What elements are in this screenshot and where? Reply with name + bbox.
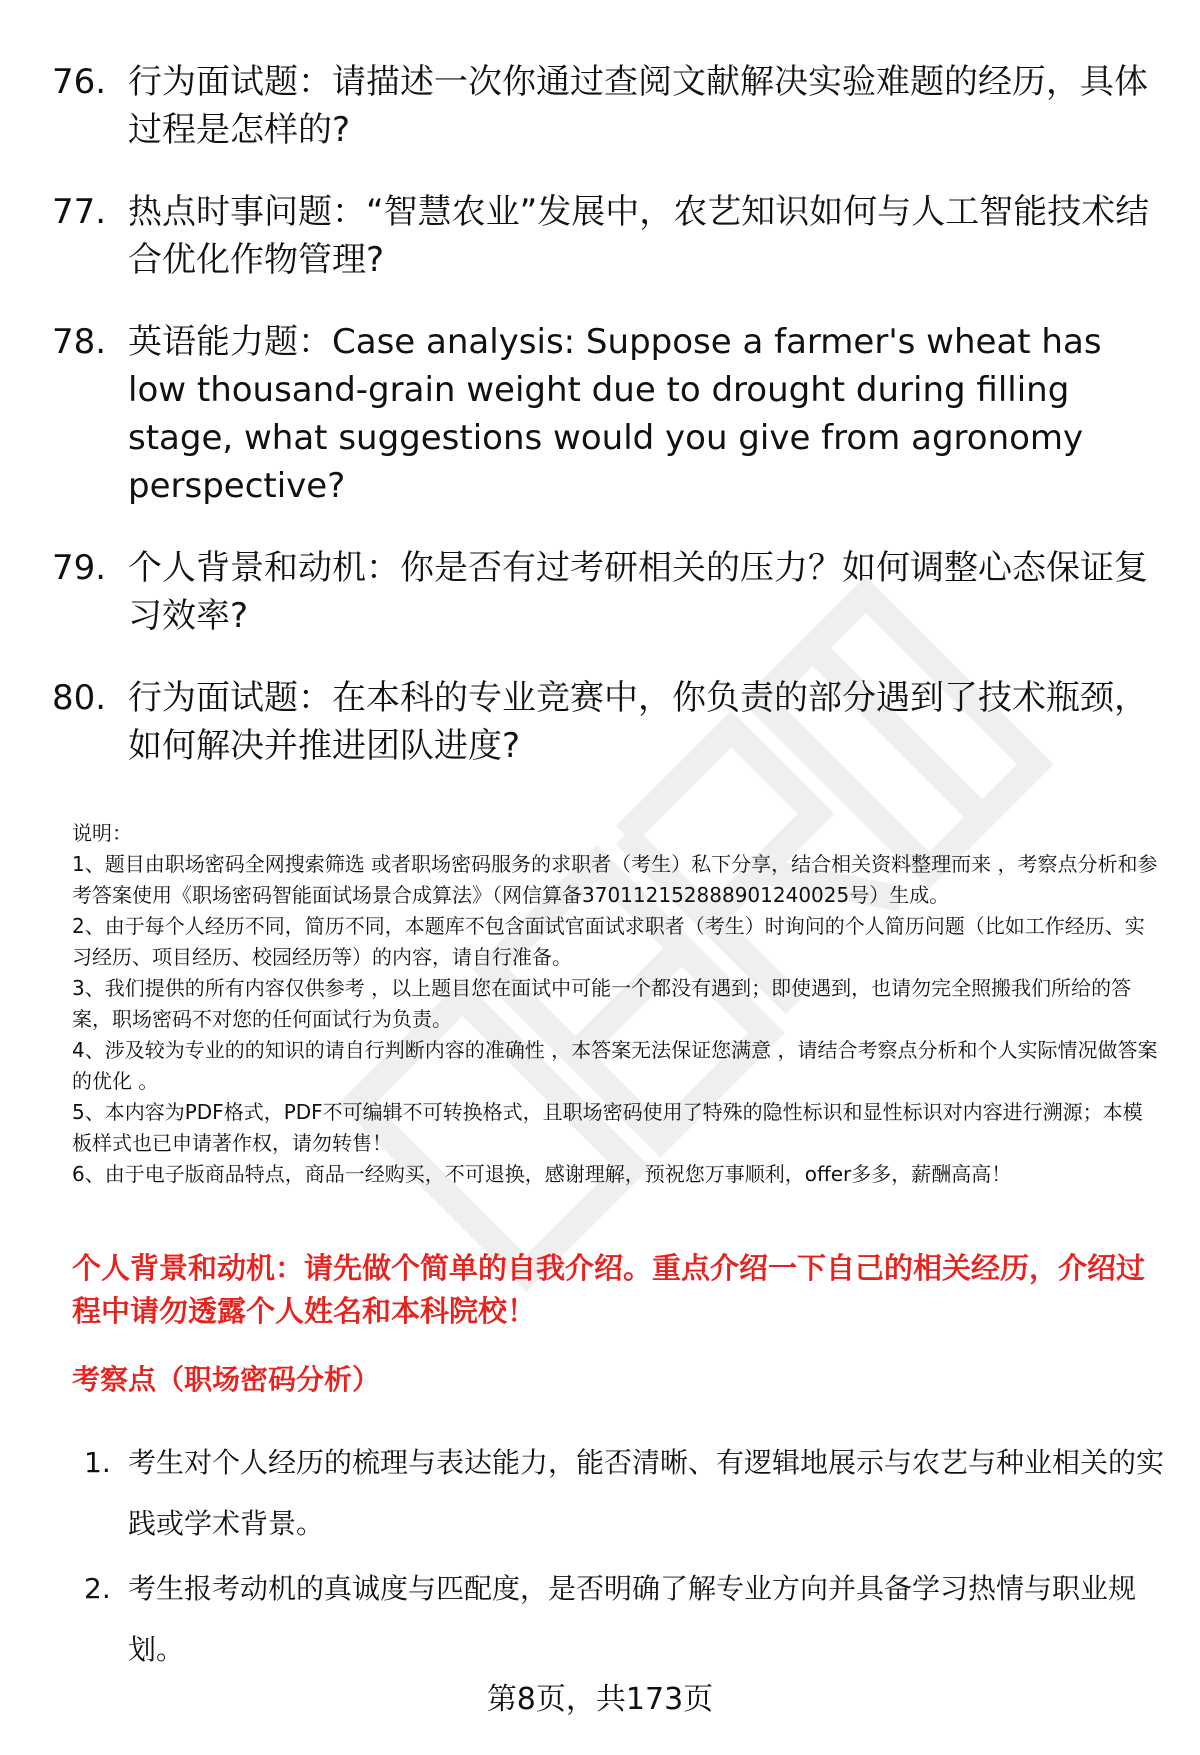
page-footer: 第8页，共173页 (486, 1682, 714, 1717)
notes-heading: 说明： (72, 821, 132, 845)
question-text: 英语能力题：Case analysis: Suppose a farmer's wheat has low thousand-grain weight due to drought during filling stage, what suggestions would you give from agronomy perspective? (128, 322, 1102, 506)
note-item: 6、由于电子版商品特点，商品一经购买，不可退换，感谢理解，预祝您万事顺利，offer多多，薪酬高高！ (72, 1162, 1012, 1186)
question-number: 80. (52, 678, 107, 718)
point-number: 2. (84, 1572, 111, 1605)
question-text: 行为面试题：在本科的专业竞赛中，你负责的部分遇到了技术瓶颈，如何解决并推进团队进度? (128, 678, 1148, 766)
question-text: 行为面试题：请描述一次你通过查阅文献解决实验难题的经历，具体过程是怎样的? (128, 62, 1148, 150)
question-item (52, 544, 1162, 640)
notes-section (72, 818, 1162, 1190)
question-item (52, 188, 1162, 284)
note-item: 5、本内容为PDF格式，PDF不可编辑不可转换格式，且职场密码使用了特殊的隐性标识和显性标识对内容进行溯源；本模板样式也已申请著作权，请勿转售！ (72, 1100, 1143, 1155)
point-number: 1. (84, 1446, 111, 1479)
question-item (52, 58, 1162, 154)
question-item (52, 674, 1162, 770)
question-text: 个人背景和动机：你是否有过考研相关的压力？如何调整心态保证复习效率? (128, 548, 1148, 636)
analysis-heading: 考察点（职场密码分析） (72, 1363, 381, 1396)
question-number: 76. (52, 62, 107, 102)
question-number: 78. (52, 322, 107, 362)
note-item: 3、我们提供的所有内容仅供参考 ，以上题目您在面试中可能一个都没有遇到；即使遇到，也请勿完全照搬我们所给的答案，职场密码不对您的任何面试行为负责。 (72, 976, 1132, 1031)
note-item: 2、由于每个人经历不同，简历不同，本题库不包含面试官面试求职者（考生）时询问的个人简历问题（比如工作经历、实习经历、项目经历、校园经历等）的内容，请自行准备。 (72, 914, 1145, 969)
analysis-point (84, 1558, 1164, 1680)
question-number: 79. (52, 548, 107, 588)
point-text: 考生对个人经历的梳理与表达能力，能否清晰、有逻辑地展示与农艺与种业相关的实践或学术背景。 (128, 1446, 1165, 1540)
note-item: 4、涉及较为专业的的知识的请自行判断内容的准确性 ，本答案无法保证您满意 ，请结合考察点分析和个人实际情况做答案的优化 。 (72, 1038, 1158, 1093)
featured-question: 个人背景和动机：请先做个简单的自我介绍。重点介绍一下自己的相关经历，介绍过程中请勿透露个人姓名和本科院校！ (72, 1251, 1146, 1328)
analysis-point (84, 1432, 1164, 1554)
question-text: 热点时事问题：“智慧农业”发展中，农艺知识如何与人工智能技术结合优化作物管理? (128, 192, 1150, 280)
analysis-points (84, 1432, 1164, 1684)
note-item: 1、题目由职场密码全网搜索筛选 或者职场密码服务的求职者（考生）私下分享，结合相关资料整理而来 ，考察点分析和参考答案使用《职场密码智能面试场景合成算法》（网信算备370112152888901240025号）生成。 (72, 852, 1158, 907)
question-number: 77. (52, 192, 107, 232)
point-text: 考生报考动机的真诚度与匹配度，是否明确了解专业方向并具备学习热情与职业规划。 (128, 1572, 1137, 1666)
question-item (52, 318, 1162, 510)
question-list (52, 58, 1162, 804)
